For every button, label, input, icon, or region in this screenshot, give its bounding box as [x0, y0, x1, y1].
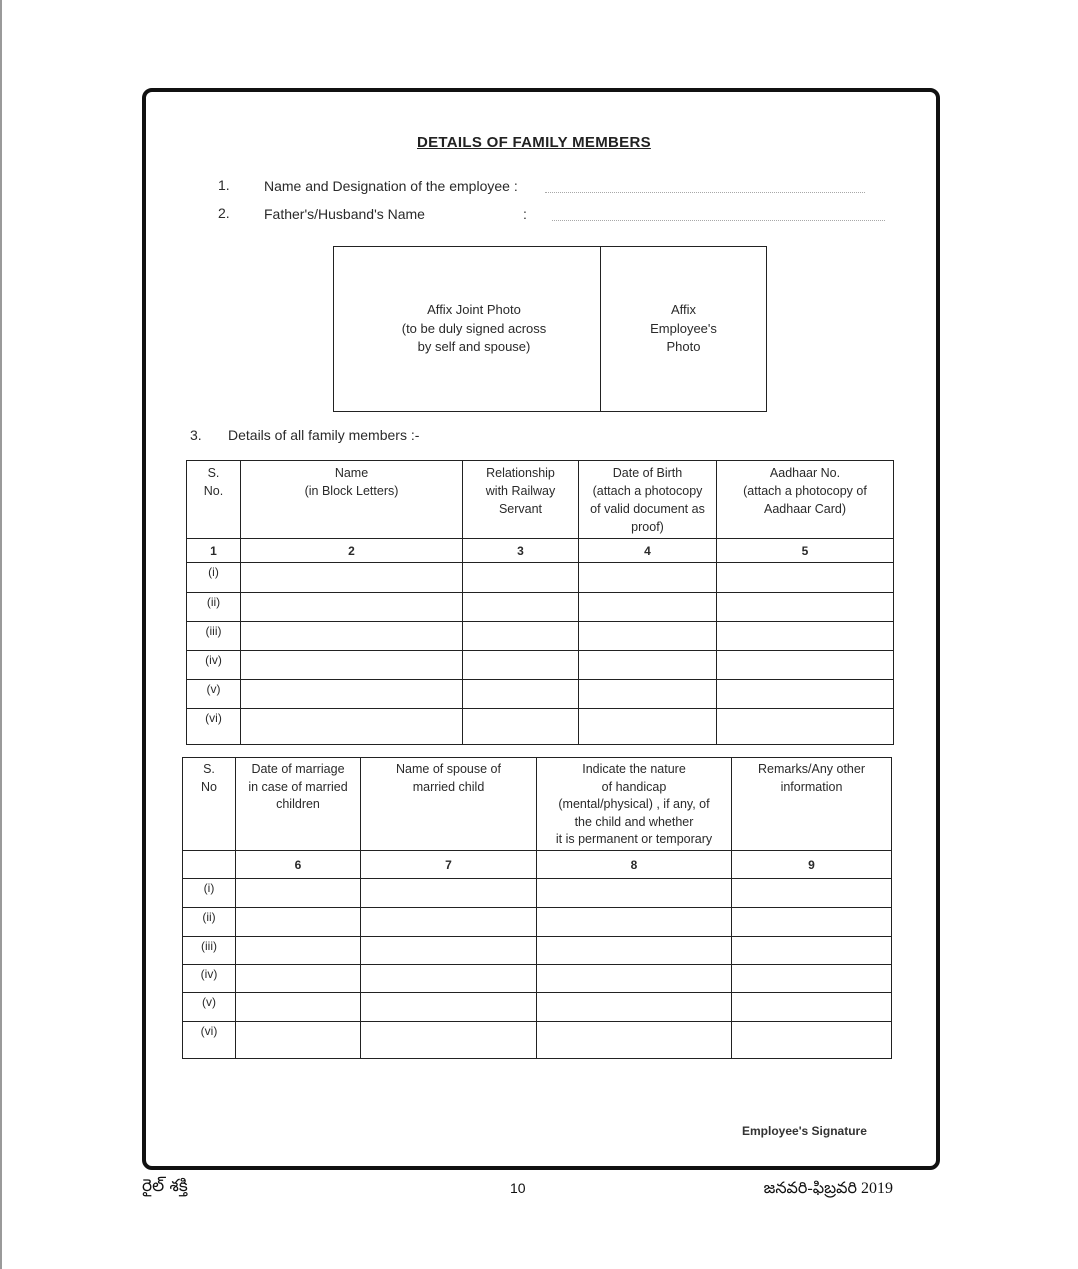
- joint-photo-text-line: (to be duly signed across: [401, 320, 547, 336]
- table-row: [183, 1022, 892, 1059]
- header-text-line: No.: [203, 484, 224, 498]
- column-number-cell: 6: [236, 851, 361, 879]
- header-text-line: Name: [334, 466, 369, 480]
- table-row: [187, 622, 894, 651]
- blank-entry-cell: [537, 908, 732, 937]
- column-number-cell: 5: [717, 539, 894, 563]
- blank-entry-cell: [732, 1022, 892, 1059]
- header-text-line: Aadhaar No.: [769, 466, 841, 480]
- header-text-line: Servant: [498, 502, 543, 516]
- joint-photo-area: [334, 247, 601, 411]
- header-text-line: Name of spouse of: [396, 762, 501, 776]
- header-text-line: married child: [412, 779, 485, 794]
- blank-entry-cell: [241, 680, 463, 709]
- blank-entry-cell: [463, 709, 579, 745]
- row-number-cell: (vi): [187, 709, 241, 745]
- column-number-cell: 7: [361, 851, 537, 879]
- row-number-cell: (ii): [187, 593, 241, 622]
- blank-entry-cell: [579, 593, 717, 622]
- blank-entry-cell: [717, 563, 894, 593]
- joint-photo-text-line: Affix Joint Photo: [427, 302, 521, 318]
- table-row: [187, 709, 894, 745]
- table-row: [183, 993, 892, 1022]
- table2-header-cell: [361, 758, 537, 851]
- footer-page-number: 10: [510, 1180, 526, 1196]
- blank-entry-cell: [732, 937, 892, 965]
- field-2-number: 2.: [218, 205, 230, 221]
- blank-entry-cell: [537, 937, 732, 965]
- field-1-number: 1.: [218, 177, 230, 193]
- blank-entry-cell: [579, 563, 717, 593]
- blank-entry-cell: [732, 879, 892, 908]
- row-number-cell: (v): [187, 680, 241, 709]
- field-1-label: Name and Designation of the employee :: [264, 178, 518, 194]
- blank-entry-cell: [537, 993, 732, 1022]
- blank-entry-cell: [579, 651, 717, 680]
- header-text-line: the child and whether: [574, 814, 694, 829]
- blank-entry-cell: [236, 965, 361, 993]
- header-text-line: (in Block Letters): [304, 484, 399, 498]
- blank-entry-cell: [361, 937, 537, 965]
- row-number-cell: (vi): [183, 1022, 236, 1059]
- blank-entry-cell: [241, 709, 463, 745]
- blank-entry-cell: [361, 993, 537, 1022]
- header-text-line: No: [201, 779, 217, 794]
- blank-entry-cell: [361, 908, 537, 937]
- blank-entry-cell: [236, 993, 361, 1022]
- table2-header-cell: [236, 758, 361, 851]
- row-number-cell: (v): [183, 993, 236, 1022]
- header-text-line: with Railway: [485, 484, 556, 498]
- field-2-colon: :: [523, 206, 527, 222]
- table-row: [183, 879, 892, 908]
- table-row: [187, 651, 894, 680]
- row-number-cell: (iii): [187, 622, 241, 651]
- header-text-line: information: [780, 779, 843, 794]
- header-text-line: (attach a photocopy of: [743, 484, 867, 498]
- blank-entry-cell: [236, 879, 361, 908]
- blank-entry-cell: [236, 908, 361, 937]
- table1-header-cell: [241, 461, 463, 539]
- blank-entry-cell: [361, 1022, 537, 1059]
- blank-entry-cell: [463, 680, 579, 709]
- column-number-cell: [183, 851, 236, 879]
- blank-entry-cell: [732, 993, 892, 1022]
- header-text-line: Remarks/Any other: [758, 762, 865, 776]
- blank-entry-cell: [236, 1022, 361, 1059]
- married-children-table-body: [183, 758, 892, 1059]
- blank-entry-cell: [241, 593, 463, 622]
- blank-entry-cell: [463, 651, 579, 680]
- blank-entry-cell: [579, 680, 717, 709]
- blank-entry-cell: [732, 908, 892, 937]
- header-text-line: (attach a photocopy: [592, 484, 703, 498]
- section-3-number: 3.: [190, 427, 202, 443]
- column-number-cell: 8: [537, 851, 732, 879]
- blank-entry-cell: [579, 709, 717, 745]
- header-text-line: Date of marriage: [251, 762, 345, 776]
- header-text-line: Indicate the nature: [582, 762, 686, 776]
- table2-header-cell: [732, 758, 892, 851]
- table-row: [183, 937, 892, 965]
- field-1-fill-line: [545, 192, 865, 193]
- table2-header-cell: [183, 758, 236, 851]
- table-row: [187, 563, 894, 593]
- table1-header-cell: [717, 461, 894, 539]
- table1-column-number-row: [187, 539, 894, 563]
- table1-header-cell: [579, 461, 717, 539]
- row-number-cell: (iii): [183, 937, 236, 965]
- employee-signature-label: Employee's Signature: [742, 1124, 867, 1138]
- table1-header-cell: [187, 461, 241, 539]
- column-number-cell: 3: [463, 539, 579, 563]
- blank-entry-cell: [537, 879, 732, 908]
- footer-issue-date: జనవరి-ఫిబ్రవరి 2019: [763, 1180, 893, 1197]
- employee-photo-text-line: Employee's: [650, 320, 717, 336]
- header-text-line: it is permanent or temporary: [555, 832, 713, 846]
- blank-entry-cell: [717, 593, 894, 622]
- section-3-label: Details of all family members :-: [228, 427, 420, 443]
- blank-entry-cell: [241, 651, 463, 680]
- row-number-cell: (iv): [183, 965, 236, 993]
- header-text-line: Relationship: [486, 466, 555, 480]
- header-text-line: S.: [203, 762, 215, 776]
- column-number-cell: 1: [187, 539, 241, 563]
- field-2-label: Father's/Husband's Name: [264, 206, 425, 222]
- employee-photo-text-line: Photo: [666, 339, 701, 355]
- row-number-cell: (i): [183, 879, 236, 908]
- joint-photo-text-line: by self and spouse): [417, 339, 531, 355]
- table1-header-row: [187, 461, 894, 539]
- header-text-line: proof): [631, 520, 664, 534]
- header-text-line: children: [276, 797, 320, 811]
- blank-entry-cell: [717, 651, 894, 680]
- blank-entry-cell: [717, 680, 894, 709]
- photo-box: [333, 246, 767, 412]
- header-text-line: Aadhaar Card): [764, 502, 846, 516]
- blank-entry-cell: [463, 622, 579, 651]
- family-members-table-body: [187, 461, 894, 745]
- table-row: [183, 965, 892, 993]
- header-text-line: (mental/physical) , if any, of: [558, 797, 710, 811]
- row-number-cell: (iv): [187, 651, 241, 680]
- table1-header-cell: [463, 461, 579, 539]
- header-text-line: of handicap: [601, 779, 667, 794]
- blank-entry-cell: [537, 1022, 732, 1059]
- blank-entry-cell: [717, 622, 894, 651]
- blank-entry-cell: [579, 622, 717, 651]
- family-members-table: [186, 460, 894, 745]
- blank-entry-cell: [463, 563, 579, 593]
- table-row: [187, 593, 894, 622]
- table2-header-row: [183, 758, 892, 851]
- row-number-cell: (ii): [183, 908, 236, 937]
- blank-entry-cell: [241, 563, 463, 593]
- header-text-line: Date of Birth: [612, 466, 683, 480]
- blank-entry-cell: [361, 965, 537, 993]
- blank-entry-cell: [463, 593, 579, 622]
- header-text-line: S.: [207, 466, 220, 480]
- table2-column-number-row: [183, 851, 892, 879]
- column-number-cell: 4: [579, 539, 717, 563]
- field-2-fill-line: [552, 220, 885, 221]
- blank-entry-cell: [361, 879, 537, 908]
- table-row: [183, 908, 892, 937]
- blank-entry-cell: [717, 709, 894, 745]
- table-row: [187, 680, 894, 709]
- table2-header-cell: [537, 758, 732, 851]
- blank-entry-cell: [732, 965, 892, 993]
- blank-entry-cell: [537, 965, 732, 993]
- header-text-line: in case of married: [248, 779, 348, 794]
- employee-photo-text-line: Affix: [670, 302, 697, 318]
- page-edge-line: [0, 0, 2, 1269]
- column-number-cell: 9: [732, 851, 892, 879]
- blank-entry-cell: [236, 937, 361, 965]
- form-title: DETAILS OF FAMILY MEMBERS: [417, 134, 651, 151]
- employee-photo-area: [601, 247, 766, 411]
- blank-entry-cell: [241, 622, 463, 651]
- row-number-cell: (i): [187, 563, 241, 593]
- column-number-cell: 2: [241, 539, 463, 563]
- married-children-table: [182, 757, 892, 1059]
- header-text-line: of valid document as: [590, 502, 705, 516]
- footer-magazine-name: రైల్ శక్తి: [142, 1176, 188, 1196]
